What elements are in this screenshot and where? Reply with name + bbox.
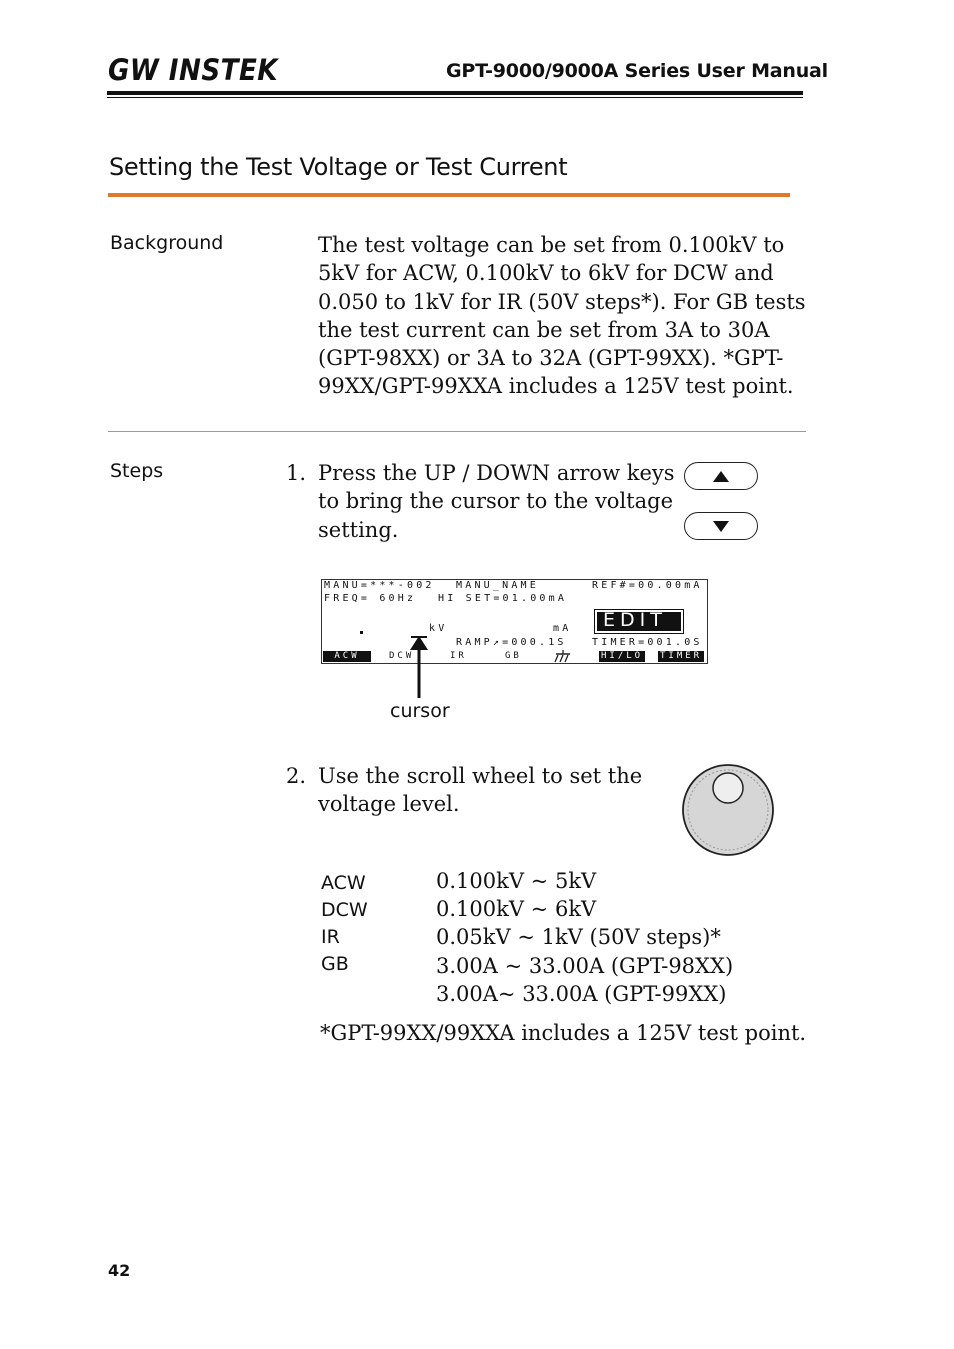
lcd-edit-text: EDIT	[603, 609, 667, 631]
lcd-tab-dcw: DCW	[389, 651, 415, 661]
step-2-text: Use the scroll wheel to set the voltage level.	[318, 764, 643, 817]
steps-label: Steps	[110, 460, 164, 482]
range-name-ir: IR	[321, 926, 340, 948]
page-number: 42	[108, 1261, 131, 1280]
lcd-tab-acw: ACW	[323, 651, 371, 662]
divider	[108, 431, 806, 432]
range-name-acw: ACW	[321, 872, 366, 894]
range-name-dcw: DCW	[321, 899, 368, 921]
up-arrow-key-icon	[684, 462, 758, 490]
background-label: Background	[110, 232, 224, 254]
lcd-tab-hilo: HI/LO	[601, 651, 644, 661]
cursor-arrow-icon	[406, 636, 432, 702]
ground-icon	[554, 650, 572, 663]
lcd-edit-badge	[594, 609, 684, 634]
header-rule	[107, 91, 803, 95]
lcd-screen	[321, 579, 708, 664]
lcd-dot	[360, 631, 363, 634]
scroll-wheel-icon	[680, 762, 776, 858]
lcd-manu-number: MANU=***-002	[324, 580, 435, 591]
footnote: *GPT-99XX/99XXA includes a 125V test point.	[320, 1021, 807, 1045]
lcd-timer: TIMER=001.0S	[592, 637, 703, 648]
logo-text: GW INSTEK	[108, 54, 280, 84]
lcd-tab-gb: GB	[505, 651, 522, 661]
down-triangle-icon	[713, 521, 729, 532]
step-1-number: 1.	[286, 461, 307, 485]
cursor-label: cursor	[390, 700, 450, 722]
header-rule-thin	[107, 97, 803, 98]
lcd-tab-timer: TIMER	[660, 651, 703, 661]
document-title: GPT-9000/9000A Series User Manual	[446, 60, 828, 82]
range-name-gb: GB	[321, 953, 349, 975]
lcd-ref: REF#=00.00mA	[592, 580, 703, 591]
range-value-dcw: 0.100kV ~ 6kV	[436, 897, 597, 921]
background-text: The test voltage can be set from 0.100kV to 5kV for ACW, 0.100kV to 6kV for DCW and 0.050 to 1kV for IR (50V steps*). For GB tests the test current can be set from 3A to 30A (GPT-98XX) or 3A to 32A (GPT-99XX). *GPT-99XX/GPT-99XXA includes a 125V test point.	[318, 233, 806, 399]
up-triangle-icon	[713, 471, 729, 482]
range-value-gb-99xx: 3.00A~ 33.00A (GPT-99XX)	[436, 982, 727, 1006]
lcd-ramp: RAMP↗=000.1S	[456, 637, 567, 648]
range-value-acw: 0.100kV ~ 5kV	[436, 869, 597, 893]
section-title-underline	[108, 193, 790, 197]
range-value-gb-98xx: 3.00A ~ 33.00A (GPT-98XX)	[436, 954, 734, 978]
lcd-manu-name: MANU_NAME	[456, 580, 539, 591]
lcd-kv-unit: kV	[429, 623, 448, 634]
gw-instek-logo	[108, 54, 280, 84]
step-1-text: Press the UP / DOWN arrow keys to bring the cursor to the voltage setting.	[318, 461, 675, 542]
section-title: Setting the Test Voltage or Test Current	[109, 153, 568, 181]
lcd-hi-set: HI SET=01.00mA	[438, 593, 568, 604]
lcd-ma-unit: mA	[553, 623, 572, 634]
range-value-ir: 0.05kV ~ 1kV (50V steps)*	[436, 925, 721, 949]
lcd-freq: FREQ= 60Hz	[324, 593, 417, 604]
down-arrow-key-icon	[684, 512, 758, 540]
step-2-number: 2.	[286, 764, 307, 788]
lcd-tab-ir: IR	[450, 651, 467, 661]
